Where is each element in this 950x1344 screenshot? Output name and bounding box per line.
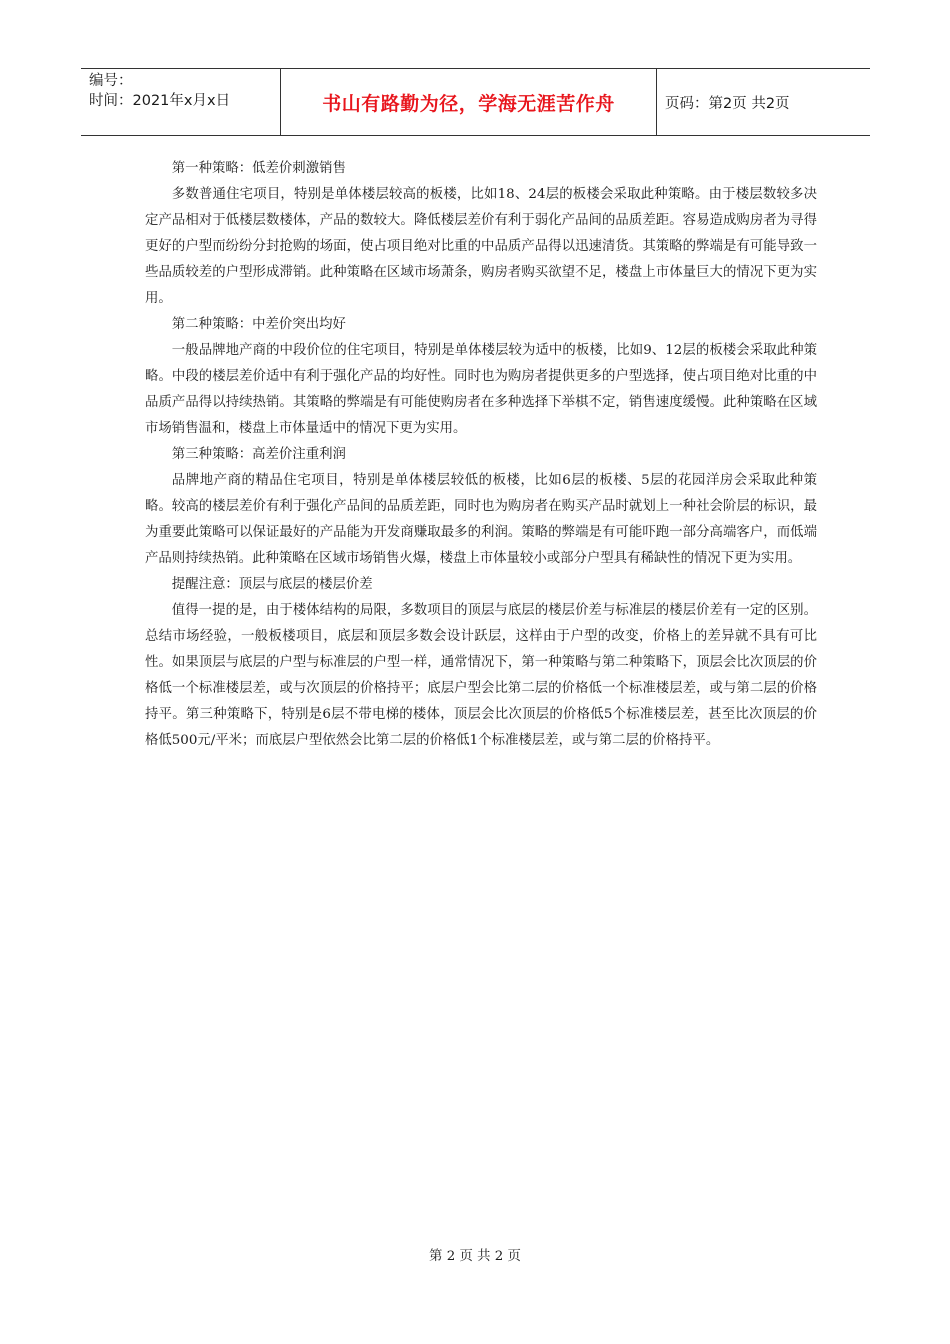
strategy-2-heading: 第二种策略：中差价突出均好 — [171, 317, 346, 332]
page-footer: 第 2 页 共 2 页 — [429, 1249, 521, 1264]
note-heading: 提醒注意：顶层与底层的楼层价差 — [171, 577, 373, 592]
strategy-2-paragraph: 一般品牌地产商的中段价位的住宅项目，特别是单体楼层较为适中的板楼，比如9、12层的板楼会采取此种策略。中段的楼层差价适中有利于强化产品的均好性。同时也为购房者提供更多的户型选择，使占项目绝对比重的中品质产品得以持续热销。其策略的弊端是有可能使购房者在多种选择下举棋不定，销售速度缓慢。此种策略在区域市场销售温和，楼盘上市体量适中的情况下更为实用。 — [145, 343, 817, 436]
header-page-number: 页码：第2页 共2页 — [665, 95, 790, 112]
header-motto: 书山有路勤为径，学海无涯苦作舟 — [281, 69, 657, 135]
document-body — [145, 156, 817, 754]
document-header — [81, 68, 870, 136]
strategy-3-paragraph: 品牌地产商的精品住宅项目，特别是单体楼层较低的板楼，比如6层的板楼、5层的花园洋房会采取此种策略。较高的楼层差价有利于强化产品间的品质差距，同时也为购房者在购买产品时就划上一种社会阶层的标识，最为重要此策略可以保证最好的产品能为开发商赚取最多的利润。策略的弊端是有可能吓跑一部分高端客户，而低端产品则持续热销。此种策略在区域市场销售火爆，楼盘上市体量较小或部分户型具有稀缺性的情况下更为实用。 — [145, 473, 817, 566]
document-number-label: 编号： — [89, 73, 133, 89]
strategy-1-heading: 第一种策略：低差价刺激销售 — [171, 161, 346, 176]
header-meta — [81, 69, 281, 135]
note-paragraph: 值得一提的是，由于楼体结构的局限，多数项目的顶层与底层的楼层价差与标准层的楼层价差有一定的区别。总结市场经验，一般板楼项目，底层和顶层多数会设计跃层，这样由于户型的改变，价格上的差异就不具有可比性。如果顶层与底层的户型与标准层的户型一样，通常情况下，第一种策略与第二种策略下，顶层会比次顶层的价格低一个标准楼层差，或与次顶层的价格持平；底层户型会比第二层的价格低一个标准楼层差，或与第二层的价格持平。第三种策略下，特别是6层不带电梯的楼体，顶层会比次顶层的价格低5个标准楼层差，甚至比次顶层的价格低500元/平米；而底层户型依然会比第二层的价格低1个标准楼层差，或与第二层的价格持平。 — [145, 603, 817, 748]
strategy-3-heading: 第三种策略：高差价注重利润 — [171, 447, 346, 462]
strategy-1-paragraph: 多数普通住宅项目，特别是单体楼层较高的板楼，比如18、24层的板楼会采取此种策略。由于楼层数较多决定产品相对于低楼层数楼体，产品的数较大。降低楼层差价有利于弱化产品间的品质差距。容易造成购房者为寻得更好的户型而纷纷分封抢购的场面，使占项目绝对比重的中品质产品得以迅速清货。其策略的弊端是有可能导致一些品质较差的户型形成滞销。此种策略在区域市场萧条，购房者购买欲望不足，楼盘上市体量巨大的情况下更为实用。 — [145, 187, 817, 306]
document-time-label: 时间：2021年x月x日 — [89, 93, 231, 109]
